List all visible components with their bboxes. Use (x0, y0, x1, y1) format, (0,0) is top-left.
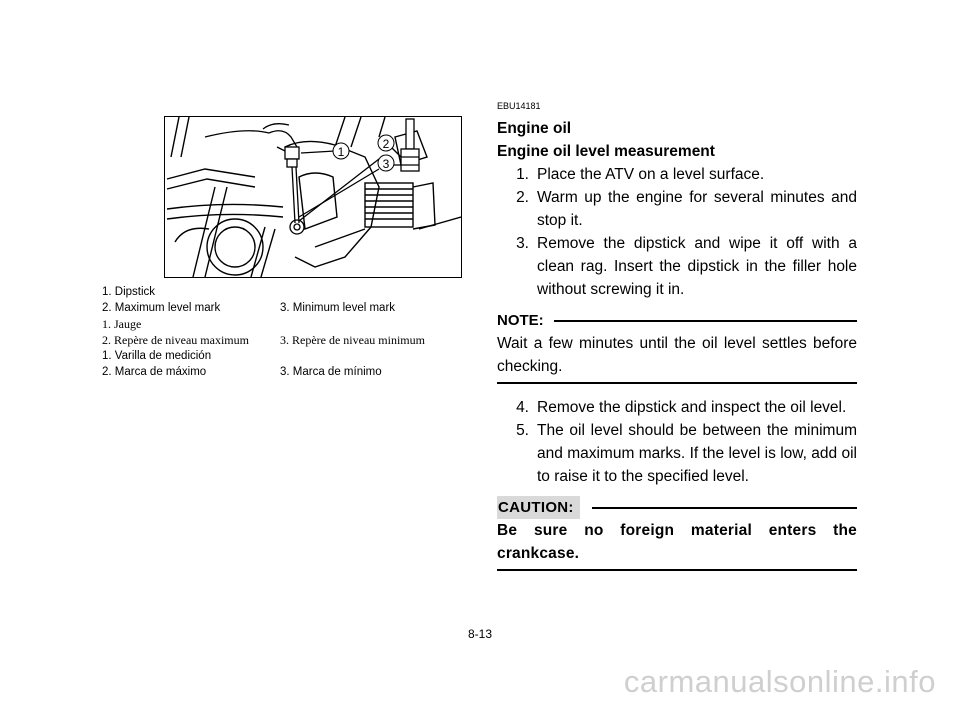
caution-label: CAUTION: (497, 496, 580, 519)
caution-text: Be sure no foreign material enters the crankcase. (497, 522, 857, 562)
section-code: EBU14181 (497, 101, 541, 111)
note-label: NOTE: (497, 312, 544, 329)
callout-3 (378, 155, 394, 171)
dipstick-illustration (164, 116, 462, 278)
legend-fr-3: 3. Repère de niveau minimum (280, 333, 425, 347)
note-divider (554, 320, 857, 322)
callout-1 (333, 143, 349, 159)
legend-es-2: 2. Marca de máximo (102, 366, 207, 378)
step-item: 2. Warm up the engine for several minutes and stop it. (516, 189, 857, 229)
note-text: Wait a few minutes until the oil level settles before checking. (497, 335, 857, 375)
figure-legend (102, 284, 462, 380)
svg-text:1: 1 (337, 145, 345, 159)
legend-es-1: 1. Varilla de medición (102, 350, 212, 362)
main-column (497, 100, 857, 571)
svg-text:3: 3 (382, 157, 390, 171)
caution-header (497, 496, 857, 519)
caution-end-rule (497, 569, 857, 571)
section-title: Engine oil (497, 120, 572, 137)
watermark-text: carmanualsonline.info (623, 664, 936, 699)
svg-text:2: 2 (382, 137, 390, 151)
step-item: 1. Place the ATV on a level surface. (516, 166, 765, 183)
step-item: 5. The oil level should be between the minimum and maximum marks. If the level is low, add oil to raise it to the specified level. (516, 422, 857, 485)
legend-en-2: 2. Maximum level mark (102, 302, 221, 314)
legend-es-3: 3. Marca de mínimo (280, 366, 382, 378)
legend-fr-2: 2. Repère de niveau maximum (102, 333, 249, 347)
step-item: 4. Remove the dipstick and inspect the oil level. (516, 399, 847, 416)
callout-2 (378, 135, 394, 151)
legend-en-3: 3. Minimum level mark (280, 302, 396, 314)
engine-drawing (165, 117, 461, 277)
caution-divider (592, 507, 857, 509)
note-header (497, 309, 857, 332)
legend-en-1: 1. Dipstick (102, 286, 156, 298)
step-item: 3. Remove the dipstick and wipe it off with a clean rag. Insert the dipstick in the filler hole without screwing it in. (516, 235, 857, 298)
legend-fr-1: 1. Jauge (102, 317, 142, 331)
section-subtitle: Engine oil level measurement (497, 143, 715, 160)
page-number: 8-13 (467, 627, 493, 641)
